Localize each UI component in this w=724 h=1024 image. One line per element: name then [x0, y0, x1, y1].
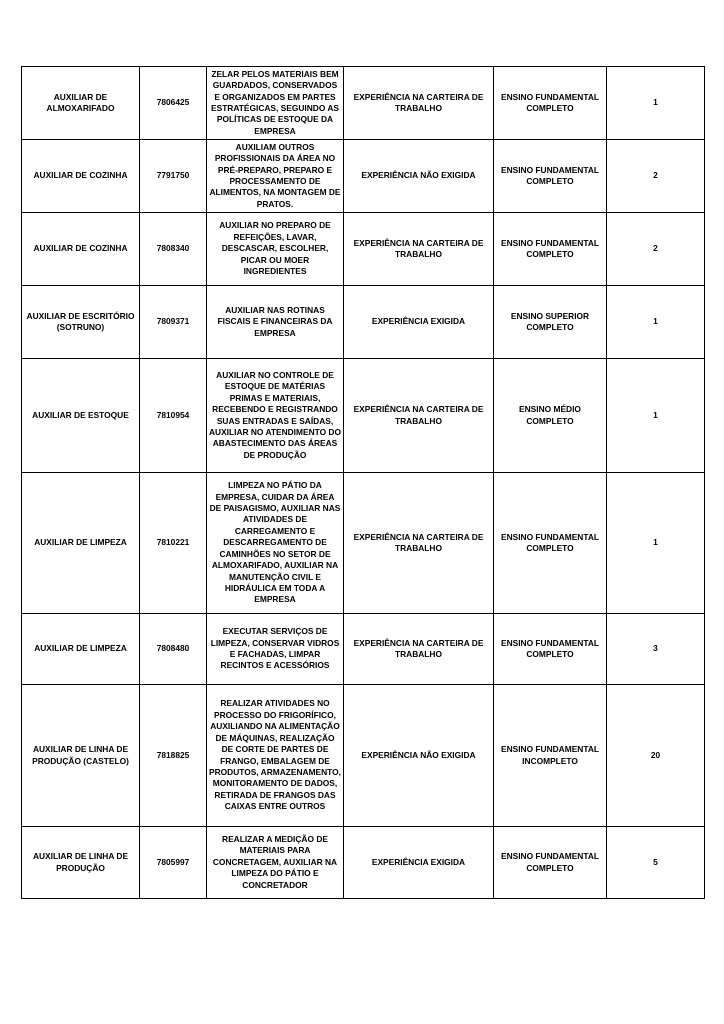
job-code-cell: 7818825 — [140, 685, 207, 827]
job-description-cell: ZELAR PELOS MATERIAIS BEM GUARDADOS, CONSERVADOS E ORGANIZADOS EM PARTES ESTRATÉGICAS, SEGUINDO AS POLÍTICAS DE ESTOQUE DA EMPRESA — [207, 67, 344, 140]
vacancies-cell: 2 — [607, 213, 705, 286]
vacancies-cell: 1 — [607, 67, 705, 140]
education-cell: ENSINO FUNDAMENTAL COMPLETO — [494, 614, 607, 685]
vacancies-cell: 2 — [607, 140, 705, 213]
job-description-cell: REALIZAR A MEDIÇÃO DE MATERIAIS PARA CONCRETAGEM, AUXILIAR NA LIMPEZA DO PÁTIO E CONCRETADOR — [207, 827, 344, 899]
job-title-cell: AUXILIAR DE LINHA DE PRODUÇÃO (CASTELO) — [22, 685, 140, 827]
job-description-cell: AUXILIAR NAS ROTINAS FISCAIS E FINANCEIRAS DA EMPRESA — [207, 286, 344, 359]
vacancies-cell: 3 — [607, 614, 705, 685]
job-description-cell: EXECUTAR SERVIÇOS DE LIMPEZA, CONSERVAR VIDROS E FACHADAS, LIMPAR RECINTOS E ACESSÓRIOS — [207, 614, 344, 685]
job-title-cell: AUXILIAR DE ALMOXARIFADO — [22, 67, 140, 140]
job-title-cell: AUXILIAR DE ESCRITÓRIO (SOTRUNO) — [22, 286, 140, 359]
experience-cell: EXPERIÊNCIA NA CARTEIRA DE TRABALHO — [344, 473, 494, 614]
experience-cell: EXPERIÊNCIA NA CARTEIRA DE TRABALHO — [344, 359, 494, 473]
table-row — [22, 827, 705, 899]
job-title-cell: AUXILIAR DE ESTOQUE — [22, 359, 140, 473]
job-title-cell: AUXILIAR DE COZINHA — [22, 140, 140, 213]
experience-cell: EXPERIÊNCIA NÃO EXIGIDA — [344, 685, 494, 827]
table-row — [22, 614, 705, 685]
job-code-cell: 7808480 — [140, 614, 207, 685]
vacancies-cell: 1 — [607, 359, 705, 473]
job-title-cell: AUXILIAR DE LINHA DE PRODUÇÃO — [22, 827, 140, 899]
vacancies-cell: 1 — [607, 473, 705, 614]
education-cell: ENSINO SUPERIOR COMPLETO — [494, 286, 607, 359]
education-cell: ENSINO FUNDAMENTAL COMPLETO — [494, 213, 607, 286]
vacancies-cell: 20 — [607, 685, 705, 827]
experience-cell: EXPERIÊNCIA NA CARTEIRA DE TRABALHO — [344, 213, 494, 286]
experience-cell: EXPERIÊNCIA EXIGIDA — [344, 827, 494, 899]
job-title-cell: AUXILIAR DE LIMPEZA — [22, 614, 140, 685]
table-row — [22, 359, 705, 473]
experience-cell: EXPERIÊNCIA NÃO EXIGIDA — [344, 140, 494, 213]
education-cell: ENSINO FUNDAMENTAL INCOMPLETO — [494, 685, 607, 827]
job-code-cell: 7808340 — [140, 213, 207, 286]
experience-cell: EXPERIÊNCIA EXIGIDA — [344, 286, 494, 359]
job-code-cell: 7806425 — [140, 67, 207, 140]
education-cell: ENSINO MÉDIO COMPLETO — [494, 359, 607, 473]
job-title-cell: AUXILIAR DE COZINHA — [22, 213, 140, 286]
job-vacancies-table — [21, 66, 705, 899]
education-cell: ENSINO FUNDAMENTAL COMPLETO — [494, 140, 607, 213]
job-code-cell: 7791750 — [140, 140, 207, 213]
education-cell: ENSINO FUNDAMENTAL COMPLETO — [494, 67, 607, 140]
table-row — [22, 685, 705, 827]
experience-cell: EXPERIÊNCIA NA CARTEIRA DE TRABALHO — [344, 67, 494, 140]
table-row — [22, 213, 705, 286]
vacancies-cell: 1 — [607, 286, 705, 359]
job-code-cell: 7805997 — [140, 827, 207, 899]
vacancies-cell: 5 — [607, 827, 705, 899]
job-description-cell: AUXILIAR NO CONTROLE DE ESTOQUE DE MATÉRIAS PRIMAS E MATERIAIS, RECEBENDO E REGISTRANDO SUAS ENTRADAS E SAÍDAS, AUXILIAR NO ATENDIMENTO DO ABASTECIMENTO DAS ÁREAS DE PRODUÇÃO — [207, 359, 344, 473]
table-row — [22, 67, 705, 140]
job-code-cell: 7810221 — [140, 473, 207, 614]
education-cell: ENSINO FUNDAMENTAL COMPLETO — [494, 473, 607, 614]
job-description-cell: AUXILIAR NO PREPARO DE REFEIÇÕES, LAVAR, DESCASCAR, ESCOLHER, PICAR OU MOER INGREDIENTES — [207, 213, 344, 286]
table-row — [22, 286, 705, 359]
job-code-cell: 7810954 — [140, 359, 207, 473]
job-title-cell: AUXILIAR DE LIMPEZA — [22, 473, 140, 614]
job-description-cell: AUXILIAM OUTROS PROFISSIONAIS DA ÁREA NO PRÉ-PREPARO, PREPARO E PROCESSAMENTO DE ALIMENTOS, NA MONTAGEM DE PRATOS. — [207, 140, 344, 213]
table-row — [22, 473, 705, 614]
table-row — [22, 140, 705, 213]
education-cell: ENSINO FUNDAMENTAL COMPLETO — [494, 827, 607, 899]
job-description-cell: REALIZAR ATIVIDADES NO PROCESSO DO FRIGORÍFICO, AUXILIANDO NA ALIMENTAÇÃO DE MÁQUINAS, REALIZAÇÃO DE CORTE DE PARTES DE FRANGO, EMBALAGEM DE PRODUTOS, ARMAZENAMENTO, MONITORAMENTO DE DADOS, RETIRADA DE FRANGOS DAS CAIXAS ENTRE OUTROS — [207, 685, 344, 827]
job-description-cell: LIMPEZA NO PÁTIO DA EMPRESA, CUIDAR DA ÁREA DE PAISAGISMO, AUXILIAR NAS ATIVIDADES DE CARREGAMENTO E DESCARREGAMENTO DE CAMINHÕES NO SETOR DE ALMOXARIFADO, AUXILIAR NA MANUTENÇÃO CIVIL E HIDRÁULICA EM TODA A EMPRESA — [207, 473, 344, 614]
experience-cell: EXPERIÊNCIA NA CARTEIRA DE TRABALHO — [344, 614, 494, 685]
job-code-cell: 7809371 — [140, 286, 207, 359]
